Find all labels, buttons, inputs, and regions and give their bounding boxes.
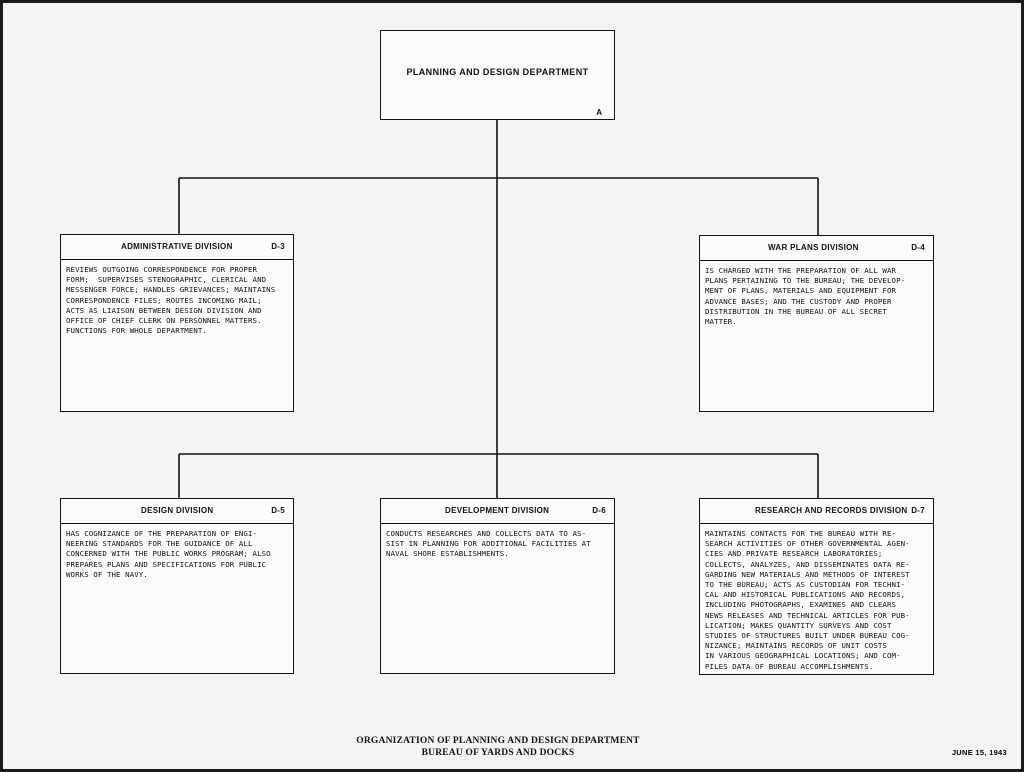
war-plans-division-title: WAR PLANS DIVISION xyxy=(768,243,859,252)
administrative-division-description: REVIEWS OUTGOING CORRESPONDENCE FOR PROPER FORM; SUPERVISES STENOGRAPHIC, CLERICAL AND MESSENGER FORCE; HANDLES GRIEVANCES; MAINTAINS CORRESPONDENCE FILES; ROUTES INCOMING MAIL; ACTS AS LIAISON BETWEEN DESIGN DIVISION AND OFFICE OF CHIEF CLERK ON PERSONNEL MATTERS. FUNCTIONS FOR WHOLE DEPARTMENT. xyxy=(66,265,276,336)
development-division-code: D-6 xyxy=(592,506,606,515)
research-records-division-title: RESEARCH AND RECORDS DIVISION xyxy=(755,506,908,515)
chart-caption-line1: ORGANIZATION OF PLANNING AND DESIGN DEPARTMENT xyxy=(356,736,640,746)
research-records-division-code: D-7 xyxy=(911,506,925,515)
administrative-division-code: D-3 xyxy=(271,242,285,251)
development-division-title: DEVELOPMENT DIVISION xyxy=(445,506,550,515)
war-plans-division-header xyxy=(700,236,933,261)
design-division-box xyxy=(60,498,294,674)
planning-design-department-box xyxy=(380,30,615,120)
design-division-title: DESIGN DIVISION xyxy=(141,506,214,515)
administrative-division-header xyxy=(61,235,293,260)
research-records-division-description: MAINTAINS CONTACTS FOR THE BUREAU WITH RE- SEARCH ACTIVITIES OF OTHER GOVERNMENTAL AGEN- CIES AND PRIVATE RESEARCH LABORATORIES; COLLECTS, ANALYZES, AND DISSEMINATES DATA RE- GARDING NEW MATERIALS AND METHODS OF INTEREST TO THE BUREAU; ACTS AS CUSTODIAN FOR TECHNI- CAL AND HISTORICAL PUBLICATIONS AND RECORDS, INCLUDING PHOTOGRAPHS, EXAMINES AND CLEARS NEWS RELEASES AND TECHNICAL ARTICLES FOR PUB- LICATION; MAKES QUANTITY SURVEYS AND COST STUDIES OF STRUCTURES BUILT UNDER BUREAU COG- NIZANCE; MAINTAINS RECORDS OF UNIT COSTS IN VARIOUS GEOGRAPHICAL LOCATIONS; AND COM- PILES DATA OF BUREAU ACCOMPLISHMENTS. xyxy=(705,529,910,671)
research-records-division-header xyxy=(700,499,933,524)
war-plans-division-code: D-4 xyxy=(911,243,925,252)
research-records-division-box xyxy=(699,498,934,675)
development-division-description: CONDUCTS RESEARCHES AND COLLECTS DATA TO AS- SIST IN PLANNING FOR ADDITIONAL FACILITIES AT NAVAL SHORE ESTABLISHMENTS. xyxy=(386,529,591,559)
war-plans-division-description: IS CHARGED WITH THE PREPARATION OF ALL WAR PLANS PERTAINING TO THE BUREAU; THE DEVELOP- MENT OF PLANS, MATERIALS AND EQUIPMENT FOR ADVANCE BASES; AND THE CUSTODY AND PROPER DISTRIBUTION IN THE BUREAU OF ALL SECRET MATTER. xyxy=(705,266,906,327)
administrative-division-title: ADMINISTRATIVE DIVISION xyxy=(121,242,233,251)
design-division-code: D-5 xyxy=(271,506,285,515)
development-division-box xyxy=(380,498,615,674)
department-code: A xyxy=(596,108,602,117)
department-title: PLANNING AND DESIGN DEPARTMENT xyxy=(406,67,589,77)
chart-date: JUNE 15, 1943 xyxy=(951,748,1007,757)
administrative-division-box xyxy=(60,234,294,412)
design-division-header xyxy=(61,499,293,524)
war-plans-division-box xyxy=(699,235,934,412)
development-division-header xyxy=(381,499,614,524)
design-division-description: HAS COGNIZANCE OF THE PREPARATION OF ENGI- NEERING STANDARDS FOR THE GUIDANCE OF ALL CONCERNED WITH THE PUBLIC WORKS PROGRAM; ALSO PREPARES PLANS AND SPECIFICATIONS FOR PUBLIC WORKS OF THE NAVY. xyxy=(66,529,271,579)
org-chart-page xyxy=(3,3,1021,769)
chart-caption-line2: BUREAU OF YARDS AND DOCKS xyxy=(421,748,575,758)
